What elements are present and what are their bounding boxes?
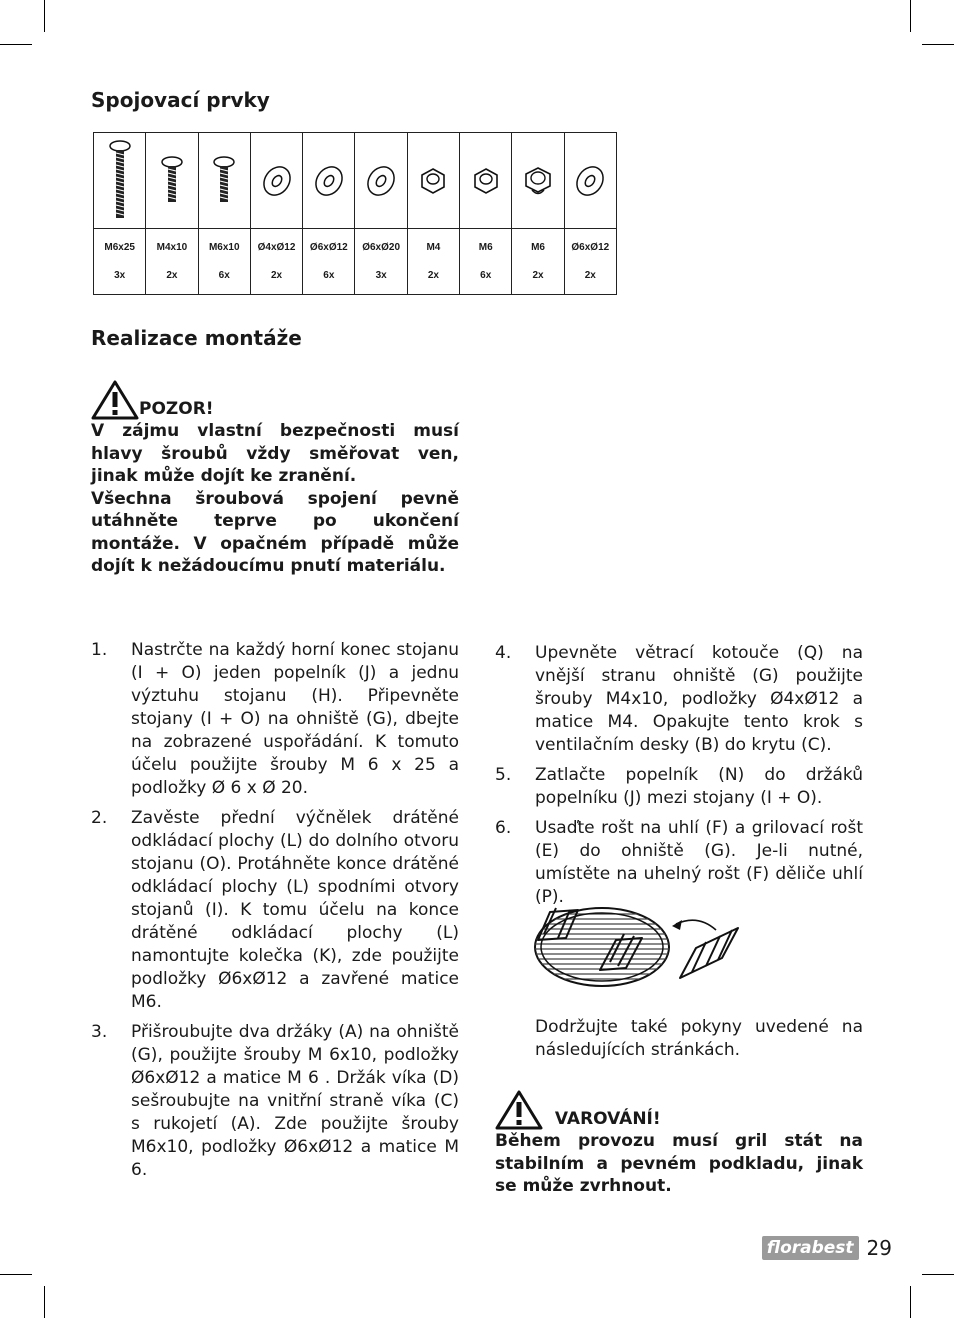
list-item: [495, 764, 863, 810]
hardware-item: [251, 133, 303, 294]
warning-text: Během provozu musí gril stát na stabilním a pevném podkladu, jinak se může zvrhnout.: [495, 1131, 863, 1196]
caution-title: POZOR!: [139, 399, 214, 419]
hardware-item: [355, 133, 407, 294]
hardware-size: M6x10: [208, 241, 240, 253]
section-title-hardware: Spojovací prvky: [91, 88, 270, 112]
step-text: Zavěste přední výčnělek drátěné odkládací plochy (L) do dolního otvoru stojanu (O). Protáhněte konce drátěné odkládací plochy (L) spodními otvory stojanů (I). K tomu účelu na konce drátěné odkládací plochy (L) namontujte kolečka (K), zde použijte podložky Ø6xØ12 a zavřené matice M6.: [131, 808, 459, 1012]
list-item: [495, 817, 863, 909]
grill-grate-illustration: [530, 900, 750, 995]
hardware-item: [94, 133, 146, 294]
steps-left: [91, 639, 459, 1189]
warning-header: [495, 1090, 863, 1130]
washer-icon: [251, 133, 302, 229]
crop-mark: [44, 1286, 45, 1318]
step-number: 1.: [91, 640, 108, 660]
caution-block: [91, 380, 459, 578]
hardware-quantity: 3x: [114, 270, 126, 282]
crop-mark: [0, 1274, 32, 1275]
crop-mark: [44, 0, 45, 32]
list-item: [495, 642, 863, 757]
hardware-item: [199, 133, 251, 294]
caution-text-2: Všechna šroubová spojení pevně utáhněte teprve po ukončení montáže. V opačném případě může dojít k nežádoucímu pnutí materiálu.: [91, 488, 459, 576]
hardware-quantity: 2x: [584, 270, 596, 282]
long-bolt-icon: [94, 133, 145, 229]
nut-icon: [460, 133, 511, 229]
list-item: [91, 1021, 459, 1182]
step-text: Usaďte rošt na uhlí (F) a grilovací rošt (E) do ohniště (G). Je-li nutné, umístěte na uhelný rošt (F) děliče uhlí (P).: [535, 818, 863, 907]
page-number: 29: [866, 1236, 892, 1260]
hardware-size: M6: [531, 241, 545, 253]
hardware-label: [94, 229, 145, 294]
hardware-quantity: 2x: [270, 270, 283, 282]
steps-right: [495, 642, 863, 916]
hardware-label: [146, 229, 197, 294]
crop-mark: [922, 44, 954, 45]
step-number: 2.: [91, 808, 108, 828]
warning-triangle-icon: [495, 1090, 543, 1130]
step-number: 3.: [91, 1022, 108, 1042]
list-item: [91, 639, 459, 800]
hardware-size: Ø4xØ12: [257, 241, 296, 253]
hardware-size: M4x10: [156, 241, 188, 253]
nut-icon: [408, 133, 459, 229]
section-title-assembly: Realizace montáže: [91, 326, 302, 350]
step-number: 5.: [495, 765, 512, 785]
washer-icon: [565, 133, 616, 229]
step-number: 6.: [495, 818, 512, 838]
step-number: 4.: [495, 643, 512, 663]
short-bolt-icon: [199, 133, 250, 229]
hardware-quantity: 3x: [375, 270, 387, 282]
hardware-label: [303, 229, 354, 294]
step-text: Zatlačte popelník (N) do držáků popelníku (J) mezi stojany (I + O).: [535, 765, 863, 808]
warning-triangle-icon: [91, 380, 139, 420]
hardware-size: Ø6xØ12: [571, 241, 610, 253]
hardware-quantity: 2x: [166, 270, 178, 282]
hardware-item: [512, 133, 564, 294]
step-text: Nastrčte na každý horní konec stojanu (I + O) jeden popelník (J) a jednu výztuhu stojanu (H). Připevněte stojany (I + O) na ohniště (G), dbejte na zobrazené uspořádání. K tomuto účelu použijte šrouby M 6 x 25 a podložky Ø 6 x Ø 20.: [131, 640, 459, 798]
crop-mark: [0, 44, 32, 45]
hardware-quantity: 2x: [427, 270, 439, 282]
hardware-label: [408, 229, 459, 294]
hardware-label: [251, 229, 302, 294]
hardware-quantity: 2x: [532, 270, 544, 282]
hardware-label: [460, 229, 511, 294]
cap-nut-icon: [512, 133, 563, 229]
hardware-item: [460, 133, 512, 294]
crop-mark: [910, 0, 911, 32]
hardware-label: [565, 229, 616, 294]
warning-title: VAROVÁNÍ!: [554, 1109, 661, 1129]
hardware-quantity: 6x: [218, 270, 230, 282]
hardware-size: Ø6xØ20: [362, 241, 401, 253]
hardware-size: M4: [426, 241, 441, 253]
washer-icon: [303, 133, 354, 229]
washer-icon: [355, 133, 406, 229]
warning-block: [495, 1090, 863, 1198]
hardware-item: [565, 133, 616, 294]
hardware-item: [146, 133, 198, 294]
hardware-quantity: 6x: [323, 270, 335, 282]
note-text: Dodržujte také pokyny uvedené na následujících stránkách.: [535, 1017, 863, 1060]
list-item: [91, 807, 459, 1014]
hardware-quantity: 6x: [480, 270, 492, 282]
step-text: Přišroubujte dva držáky (A) na ohniště (G), použijte šrouby M 6x10, podložky Ø6xØ12 a matice M 6 . Držák víka (D) sešroubujte na vnitřní straně víka (C) s rukojetí (A). Zde použijte šrouby M6x10, podložky Ø6xØ12 a matice M 6.: [131, 1022, 459, 1180]
crop-mark: [910, 1286, 911, 1318]
caution-header: [91, 380, 459, 420]
hardware-size: M6: [478, 241, 493, 253]
hardware-table: [93, 132, 617, 295]
short-bolt-icon: [146, 133, 197, 229]
hardware-label: [199, 229, 250, 294]
page-footer: [762, 1236, 892, 1260]
hardware-label: [355, 229, 406, 294]
hardware-item: [303, 133, 355, 294]
caution-text-1: V zájmu vlastní bezpečnosti musí hlavy šroubů vždy směřovat ven, jinak může dojít ke zranění.: [91, 421, 459, 486]
brand-logo: florabest: [762, 1236, 859, 1260]
hardware-size: Ø6xØ12: [309, 241, 348, 253]
hardware-label: [512, 229, 563, 294]
hardware-item: [408, 133, 460, 294]
step-text: Upevněte větrací kotouče (Q) na vnější stranu ohniště (G) použijte šrouby M4x10, podložky Ø4xØ12 a matice M4. Opakujte tento krok s ventilačním desky (B) do krytu (C).: [535, 643, 863, 755]
crop-mark: [922, 1274, 954, 1275]
hardware-size: M6x25: [104, 241, 135, 253]
